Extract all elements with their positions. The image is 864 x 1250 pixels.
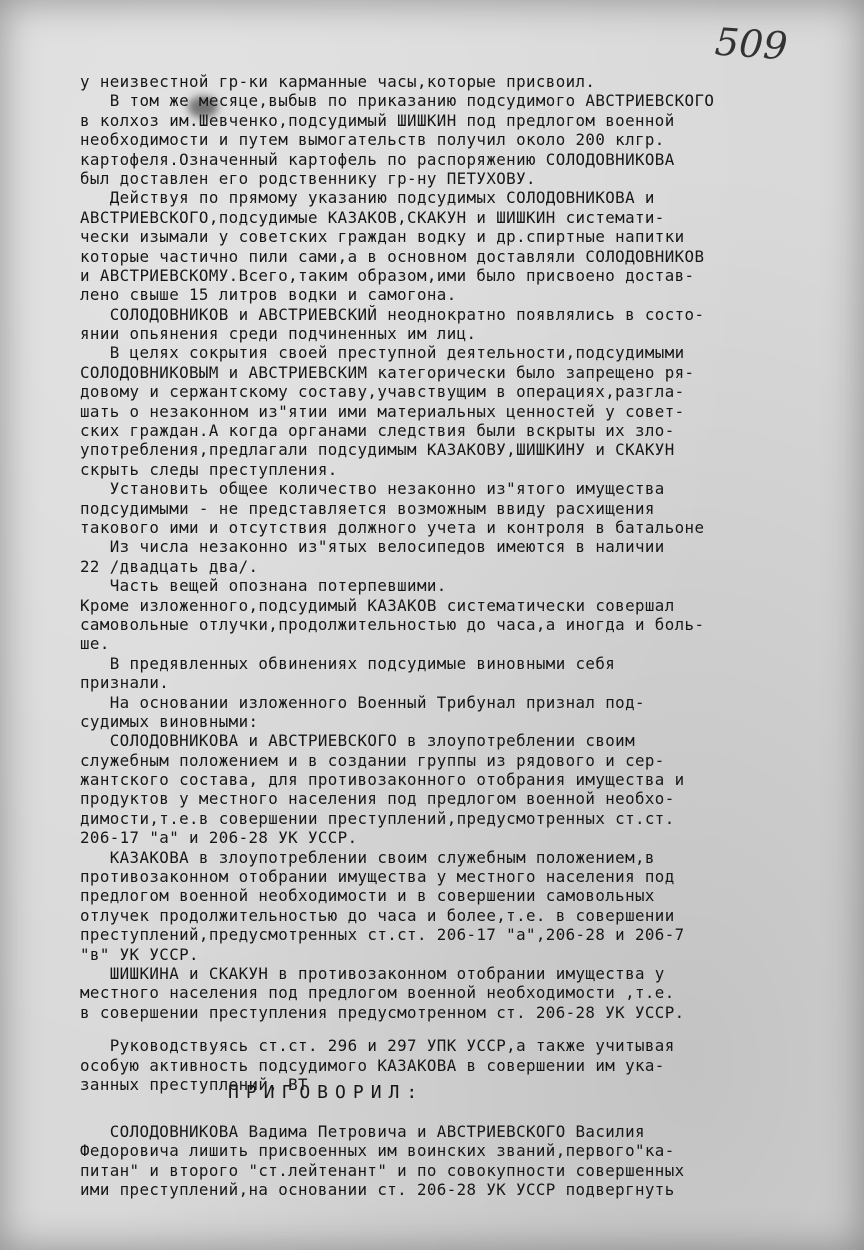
- document-body: [80, 72, 854, 1094]
- text-line: 206-17 "а" и 206-28 УК УССР.: [80, 828, 358, 848]
- text-line: димости,т.е.в совершении преступлений,предусмотренных ст.ст.: [80, 808, 675, 828]
- text-line: Установить общее количество незаконно из"ятого имущества: [80, 479, 665, 499]
- text-line: отлучек продолжительностью до часа и более,т.е. в совершении: [80, 905, 675, 925]
- text-line: Кроме изложенного,подсудимый КАЗАКОВ систематически совершал: [80, 595, 675, 615]
- text-line: В предявленных обвинениях подсудимые виновными себя: [80, 653, 616, 673]
- text-line: Федоровича лишить присвоенных им воинских званий,первого"ка-: [80, 1141, 675, 1161]
- text-line: местного населения под предлогом военной необходимости ,т.е.: [80, 983, 675, 1003]
- text-line: необходимости и путем вымогательств получил около 200 клгр.: [80, 130, 665, 150]
- text-line: СОЛОДОВНИКОВА и АВСТРИЕВСКОГО в злоупотреблении своим: [80, 731, 635, 751]
- text-line: предлогом военной необходимости и в совершении самовольных: [80, 886, 655, 906]
- text-line: довому и сержантскому составу,учавствущим в операциях,разгла-: [80, 382, 685, 402]
- text-line: служебным положением и в создании группы из рядового и сер-: [80, 750, 665, 770]
- text-line: занных преступлений, ВТ: [80, 1074, 308, 1094]
- page-number: 509: [713, 19, 789, 69]
- text-line: и АВСТРИЕВСКОМУ.Всего,таким образом,ими было присвоено достав-: [80, 265, 695, 285]
- text-line: судимых виновными:: [80, 711, 259, 731]
- text-line: преступлений,предусмотренных ст.ст. 206-17 "а",206-28 и 206-7: [80, 925, 685, 945]
- text-line: ими преступлений,на основании ст. 206-28 УК УССР подвергнуть: [80, 1180, 675, 1200]
- verdict-text: [80, 1122, 854, 1200]
- text-line: СОЛОДОВНИКОВЫМ и АВСТРИЕВСКИМ категорически было запрещено ря-: [80, 362, 695, 382]
- text-line: лено свыше 15 литров водки и самогона.: [80, 285, 457, 305]
- verdict-heading: ПРИГОВОРИЛ:: [228, 1082, 425, 1103]
- text-line: употребления,предлагали подсудимым КАЗАКОВУ,ШИШКИНУ и СКАКУН: [80, 440, 675, 460]
- text-line: которые частично пили сами,а в основном доставляли СОЛОДОВНИКОВ: [80, 246, 705, 266]
- text-line: КАЗАКОВА в злоупотреблении своим служебным положением,в: [80, 847, 655, 867]
- text-line: Часть вещей опознана потерпевшими.: [80, 576, 447, 596]
- text-line: скрыть следы преступления.: [80, 459, 338, 479]
- text-line: в колхоз им.Шевченко,подсудимый ШИШКИН под предлогом военной: [80, 110, 675, 130]
- text-line: "в" УК УССР.: [80, 944, 199, 964]
- text-line: янии опьянения среди подчиненных им лиц.: [80, 324, 477, 344]
- text-line: ШИШКИНА и СКАКУН в противозаконном отобрании имущества у: [80, 963, 665, 983]
- text-line: ских граждан.А когда органами следствия были вскрыты их зло-: [80, 421, 675, 441]
- text-line: противозаконном отобрании имущества у местного населения под: [80, 867, 675, 887]
- text-line: особую активность подсудимого КАЗАКОВА в совершении им ука-: [80, 1055, 665, 1075]
- text-line: самовольные отлучки,продолжительностью до часа,а иногда и боль-: [80, 614, 705, 634]
- text-line: [80, 1022, 854, 1036]
- text-line: ше.: [80, 634, 110, 654]
- text-line: жантского состава, для противозаконного отобрания имущества и: [80, 770, 685, 790]
- text-line: в совершении преступления предусмотренном ст. 206-28 УК УССР.: [80, 1002, 685, 1022]
- text-line: В целях сокрытия своей преступной деятельности,подсудимыми: [80, 343, 685, 363]
- text-line: 22 /двадцать два/.: [80, 556, 259, 576]
- text-line: такового ими и отсутствия должного учета и контроля в батальоне: [80, 517, 705, 537]
- text-line: АВСТРИЕВСКОГО,подсудимые КАЗАКОВ,СКАКУН и ШИШКИН системати-: [80, 207, 665, 227]
- text-line: Руководствуясь ст.ст. 296 и 297 УПК УССР,а также учитывая: [80, 1036, 675, 1056]
- text-line: подсудимыми - не представляется возможным ввиду расхищения: [80, 498, 655, 518]
- text-line: В том же месяце,выбыв по приказанию подсудимого АВСТРИЕВСКОГО: [80, 91, 715, 111]
- text-line: На основании изложенного Военный Трибунал признал под-: [80, 692, 645, 712]
- text-line: Из числа незаконно из"ятых велосипедов имеются в наличии: [80, 537, 665, 557]
- text-line: признали.: [80, 673, 170, 693]
- text-line: питан" и второго "ст.лейтенант" и по совокупности совершенных: [80, 1160, 685, 1180]
- text-line: СОЛОДОВНИКОВ и АВСТРИЕВСКИЙ неоднократно появлялись в состо-: [80, 304, 705, 324]
- text-line: был доставлен его родственнику гр-ну ПЕТУХОВУ.: [80, 168, 536, 188]
- text-line: у неизвестной гр-ки карманные часы,которые присвоил.: [80, 72, 596, 91]
- text-line: СОЛОДОВНИКОВА Вадима Петровича и АВСТРИЕВСКОГО Василия: [80, 1122, 645, 1141]
- text-line: Действуя по прямому указанию подсудимых СОЛОДОВНИКОВА и: [80, 188, 655, 208]
- text-line: чески изымали у советских граждан водку и др.спиртные напитки: [80, 227, 685, 247]
- text-line: картофеля.Означенный картофель по распоряжению СОЛОДОВНИКОВА: [80, 149, 675, 169]
- text-line: продуктов у местного населения под предлогом военной необхо-: [80, 789, 675, 809]
- text-line: шать о незаконном из"ятии ими материальных ценностей у совет-: [80, 401, 685, 421]
